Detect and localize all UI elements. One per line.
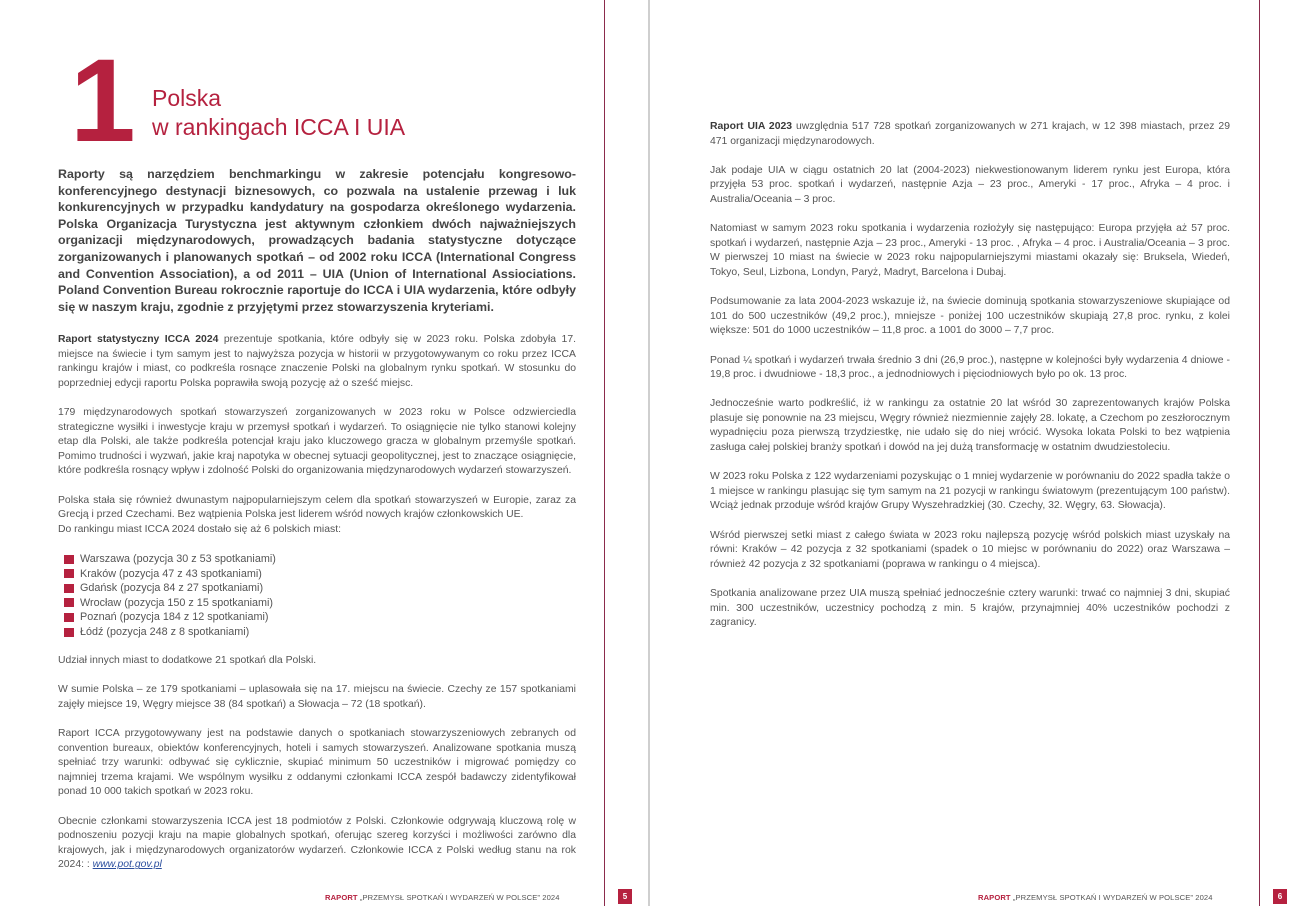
footer-brand: RAPORT xyxy=(325,893,358,902)
margin-rule-right xyxy=(1259,0,1260,906)
paragraph-uia-report xyxy=(710,120,1230,149)
chapter-title-line2: w rankingach ICCA I UIA xyxy=(152,114,406,140)
chapter-title-line1: Polska xyxy=(152,85,222,111)
paragraph-other-cities: Udział innych miast to dodatkowe 21 spotkań dla Polski. xyxy=(58,655,317,667)
city-ranking-list xyxy=(64,552,576,640)
paragraph-totals: W sumie Polska – ze 179 spotkaniami – uplasowała się na 17. miejscu na świecie. Czechy ze 157 spotkaniami zajęły miejsce 19, Węgry miejsce 38 (84 spotkań) a Słowacja – 72 (18 spotkań). xyxy=(58,684,576,710)
square-bullet-icon xyxy=(64,569,74,578)
paragraph-179-meetings: 179 międzynarodowych spotkań stowarzyszeń zorganizowanych w 2023 roku w Polsce odzwierciedla strategiczne wysiłki i inwestycje kraju w przemysł spotkań i wydarzeń. To osiągnięcie nie tylko stanowi kolejny etap dla Polski, ale także podkreśla potencjał kraju jako kluczowego gracza w globalnym przemyśle spotkań. Pomimo trudności i wyzwań, jakie kraj napotyka w obecnej sytuacji geopolitycznej, jest to znaczące osiągnięcie, które podkreśla rosnący wpływ i zdolność Polski do organizowania międzynarodowych wydarzeń stowarzyszeń. xyxy=(58,406,576,477)
paragraph-icca-report xyxy=(58,333,576,391)
list-item xyxy=(64,567,576,582)
paragraph-text: uwzględnia 517 728 spotkań zorganizowanych w 271 krajach, w 12 398 miastach, przez 29 471 organizacji międzynarodowych. xyxy=(710,121,1230,147)
paragraph-uia-20-years: Jak podaje UIA w ciągu ostatnich 20 lat (2004-2023) niekwestionowanym liderem rynku jest Europa, która przyjęła 53 proc. spotkań i wydarzeń, następnie Azja – 23 proc., Ameryki - 17 proc., Afryka – 4 proc. i Australia/Oceania – 3 proc. xyxy=(710,164,1230,205)
paragraph-text: Polska stała się również dwunastym najpopularniejszym celem dla spotkań stowarzyszeń w Europie, zaraz za Grecją i przed Czechami. Bez wątpienia Polska jest liderem wśród nowych krajów członkowskich UE. xyxy=(58,494,576,521)
city-label: Wrocław (pozycja 150 z 15 spotkaniami) xyxy=(80,596,274,609)
lead-paragraph: Raporty są narzędziem benchmarkingu w zakresie potencjału kongresowo-konferencyjnego destynacji biznesowych, co pozwala na ustalenie przewag i luk konkurencyjnych w przypadku kandydatury na gospodarza określonego wydarzenia. Polska Organizacja Turystyczna jest aktywnym członkiem dwóch najważniejszych organizacji międzynarodowych, prowadzących badania statystyczne dotyczące zorganizowanych i planowanych spotkań – od 2002 roku ICCA (International Congress and Convention Association), a od 2011 – UIA (Union of International Assiociations. Poland Convention Bureau rokrocznie raportuje do ICCA i UIA wydarzenia, które odbyły się w naszym kraju, zgodnie z przyjętymi przez stowarzyszenia kryteriami. xyxy=(58,167,576,314)
paragraph-uia-criteria: Spotkania analizowane przez UIA muszą spełniać jednocześnie cztery warunki: trwać co najmniej 3 dni, skupiać min. 300 uczestników, uczestnicy pochodzą z min. 5 krajów, przynajmniej 40% uczestników pochodzi z zagranicy. xyxy=(710,588,1230,629)
page-number-badge: 5 xyxy=(618,889,632,904)
paragraph-text: Do rankingu miast ICCA 2024 dostało się aż 6 polskich miast: xyxy=(58,523,341,535)
pot-website-link[interactable]: www.pot.gov.pl xyxy=(92,859,162,871)
square-bullet-icon xyxy=(64,584,74,593)
city-label: Warszawa (pozycja 30 z 53 spotkaniami) xyxy=(80,552,276,565)
square-bullet-icon xyxy=(64,555,74,564)
city-label: Kraków (pozycja 47 z 43 spotkaniami) xyxy=(80,567,262,580)
paragraph-bold-lead: Raport statystyczny ICCA 2024 xyxy=(58,334,219,345)
right-body-column xyxy=(710,120,1230,645)
city-label: Gdańsk (pozycja 84 z 27 spotkaniami) xyxy=(80,582,264,595)
footer-left xyxy=(325,893,560,902)
paragraph-20-year-ranking: Jednocześnie warto podkreślić, iż w rankingu za ostatnie 20 lat wśród 30 zaprezentowanych krajów Polska plasuje się ponownie na 23 miejscu, Węgry również niezmiennie zajęły 28. lokatę, a Czechom po zeszłorocznym wypadnięciu poza pierwszą trzydziestkę, nie udało się do niej wrócić. Wysoka lokata Polski to bez wątpienia zasługa całej polskiej branży spotkań i dowód na jej dużą transformację w ostatnim dwudziestoleciu. xyxy=(710,398,1230,454)
list-item xyxy=(64,552,576,567)
left-body-column xyxy=(58,333,576,888)
list-item xyxy=(64,625,576,640)
footer-right xyxy=(978,893,1213,902)
paragraph-bold-lead: Raport UIA 2023 xyxy=(710,121,793,132)
footer-title: „PRZEMYSŁ SPOTKAŃ I WYDARZEŃ W POLSCE” 2024 xyxy=(357,893,560,902)
chapter-number: 1 xyxy=(70,35,132,167)
paragraph-icca-members xyxy=(58,815,576,873)
chapter-title xyxy=(152,84,405,142)
square-bullet-icon xyxy=(64,628,74,637)
city-label: Łódź (pozycja 248 z 8 spotkaniami) xyxy=(80,625,250,638)
paragraph-uia-2023: Natomiast w samym 2023 roku spotkania i wydarzenia rozłożyły się następująco: Europa przyjęła aż 57 proc. spotkań i wydarzeń, następnie Azja – 23 proc., Ameryki - 13 proc. , Afryka – 4 proc. i Australia/Oceania – 3 proc. W pierwszej 10 miast na świecie w 2023 roku najpopularniejszymi miastami okazały się: Bruksela, Wiedeń, Tokyo, Seul, Lizbona, Londyn, Paryż, Madryt, Barcelona i Dubaj. xyxy=(710,223,1230,278)
paragraph-text: Obecnie członkami stowarzyszenia ICCA jest 18 podmiotów z Polski. Członkowie odgrywają kluczową rolę w podnoszeniu pozycji kraju na mapie globalnych spotkań, oferując szereg korzyści i możliwości zarówno dla krajowych, jak i międzynarodowych organizatorów wydarzeń. Członkowie ICCA z Polski według stanu na rok 2024: : xyxy=(58,815,576,871)
margin-rule-left xyxy=(604,0,605,906)
square-bullet-icon xyxy=(64,598,74,607)
paragraph-icca-method: Raport ICCA przygotowywany jest na podstawie danych o spotkaniach stowarzyszeniowych zebranych od convention bureaux, obiektów konferencyjnych, hoteli i samych stowarzyszeń. Analizowane spotkania muszą spełniać trzy warunki: odbywać się cyklicznie, skupiać minimum 50 uczestników i migrować pomiędzy co najmniej trzema krajami. We wspólnym wysiłku z oddanymi członkami ICCA zespół badawczy zidentyfikował ponad 10 000 takich spotkań w 2023 roku. xyxy=(58,728,576,798)
paragraph-poland-2023: W 2023 roku Polska z 122 wydarzeniami pozyskując o 1 mniej wydarzenie w porównaniu do 2022 spadła także o 1 miejsce w rankingu plasując się tym samym na 21 pozycji w rankingu światowym (prezentującym 100 państw). Wciąż jednak przoduje wśród krajów Grupy Wyszehradzkiej (30. Czechy, 32. Węgry, 63. Słowacja). xyxy=(710,471,1230,512)
list-item xyxy=(64,596,576,611)
paragraph-europe-rank xyxy=(58,494,576,538)
city-label: Poznań (pozycja 184 z 12 spotkaniami) xyxy=(80,611,269,624)
list-item xyxy=(64,581,576,596)
page-number-badge: 6 xyxy=(1273,889,1287,904)
paragraph-top-cities: Wśród pierwszej setki miast z całego świata w 2023 roku najlepszą pozycję wśród polskich miast uzyskały na równi: Kraków – 42 pozycja z 32 spotkaniami (spadek o 10 miejsc w porównaniu do 2022) oraz Warszawa – również 42 pozycja z 32 spotkaniami (poprawa w rankingu o 4 miejsca). xyxy=(710,529,1230,570)
square-bullet-icon xyxy=(64,613,74,622)
footer-brand: RAPORT xyxy=(978,893,1011,902)
list-item xyxy=(64,610,576,625)
paragraph-text: prezentuje spotkania, które odbyły się w 2023 roku. Polska zdobyła 17. miejsce na świecie i tym samym jest to najwyższa pozycja w historii w przygotowywanym co roku przez ICCA rankingu krajów i miast, co podkreśla rosnące znaczenie Polski na globalnym rynku spotkań. W stosunku do poprzedniej edycji raportu Polska poprawiła swoją pozycję aż o sześć miejsc. xyxy=(58,334,576,389)
footer-title: „PRZEMYSŁ SPOTKAŃ I WYDARZEŃ W POLSCE” 2024 xyxy=(1010,893,1213,902)
paragraph-duration: Ponad ¼ spotkań i wydarzeń trwała średnio 3 dni (26,9 proc.), następne w kolejności były wydarzenia 4 dniowe - 19,8 proc. i dwudniowe - 18,3 proc., a jednodniowych i pięciodniowych było po ok. 13 proc. xyxy=(710,354,1230,381)
paragraph-participants: Podsumowanie za lata 2004-2023 wskazuje iż, na świecie dominują spotkania stowarzyszeniowe skupiające od 101 do 500 uczestników (49,2 proc.), mniejsze - poniżej 100 uczestników skupiają 27,8 proc. rynku, z kolei większe: 501 do 1000 uczestników – 11,8 proc. a 1001 do 3000 – 7,7 proc. xyxy=(710,296,1230,337)
